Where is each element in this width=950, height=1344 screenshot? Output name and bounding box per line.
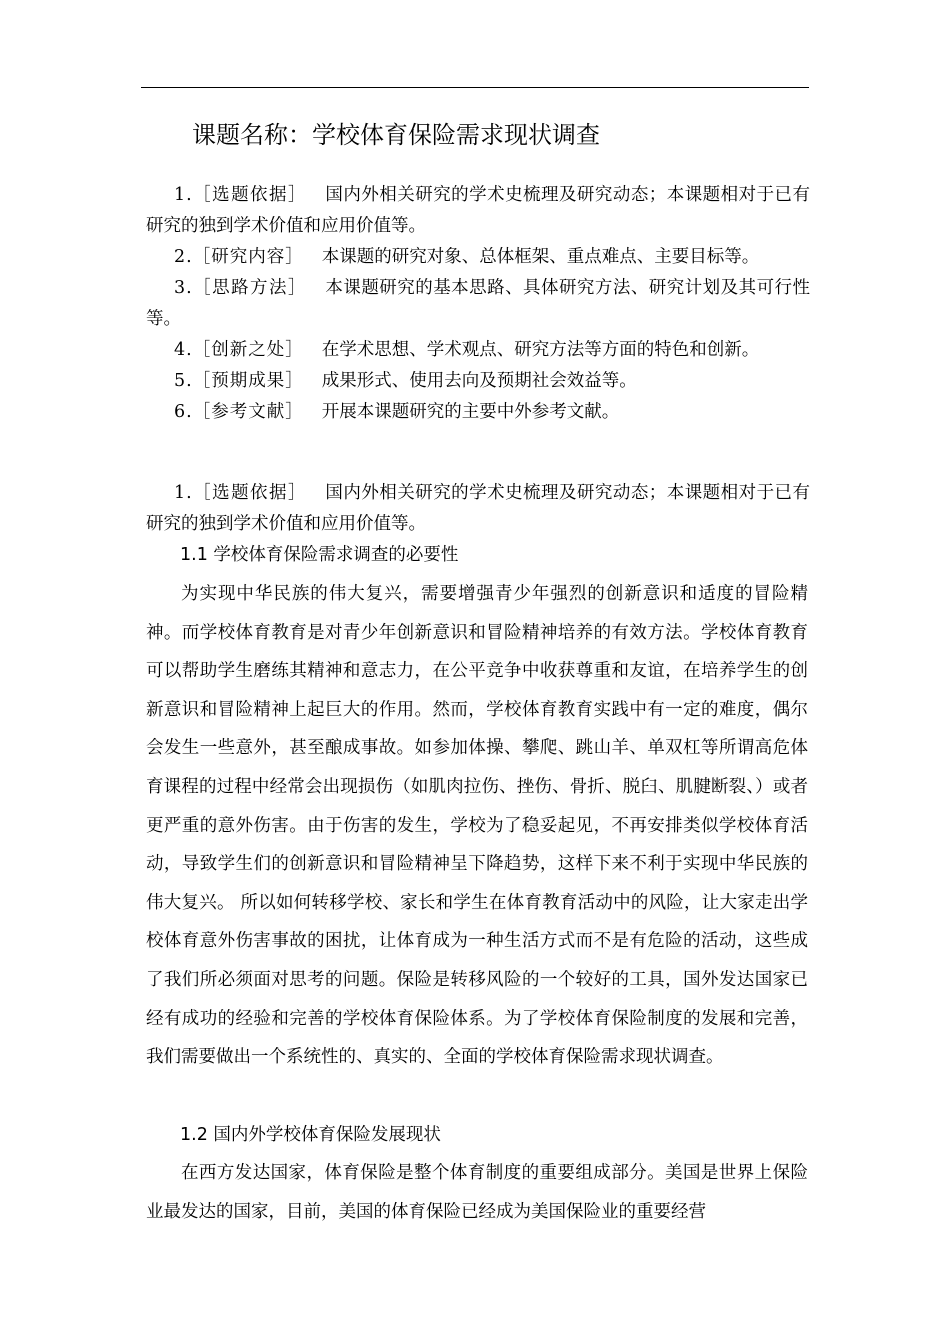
- outline-label: 1.［选题依据］: [174, 483, 307, 503]
- outline-repeat: [146, 478, 810, 540]
- outline-text: 国内外相关研究的学术史梳理及研究动态；本课题相对于已有研究的独到学术价值和应用价值等。: [146, 185, 810, 236]
- section-heading: 1.2 国内外学校体育保险发展现状: [180, 1125, 441, 1145]
- outline-label: 6.［参考文献］: [174, 402, 304, 422]
- body-paragraph: [146, 1154, 808, 1231]
- outline-label: 3.［思路方法］: [174, 278, 307, 298]
- page-title: 课题名称：学校体育保险需求现状调查: [192, 121, 600, 149]
- header-rule: [141, 87, 809, 88]
- outline-item: [146, 366, 810, 397]
- paragraph-text: 在西方发达国家，体育保险是整个体育制度的重要组成部分。美国是世界上保险业最发达的国家，目前，美国的体育保险已经成为美国保险业的重要经营: [146, 1163, 808, 1222]
- outline-label: 1.［选题依据］: [174, 185, 307, 205]
- outline-item: [146, 273, 810, 335]
- outline-list: [146, 180, 810, 428]
- outline-item: [146, 242, 810, 273]
- outline-item: [146, 397, 810, 428]
- outline-text: 在学术思想、学术观点、研究方法等方面的特色和创新。: [321, 340, 760, 360]
- outline-item: [146, 335, 810, 366]
- outline-text: 国内外相关研究的学术史梳理及研究动态；本课题相对于已有研究的独到学术价值和应用价值等。: [146, 483, 810, 534]
- outline-text: 本课题的研究对象、总体框架、重点难点、主要目标等。: [321, 247, 760, 267]
- paragraph-text: 为实现中华民族的伟大复兴，需要增强青少年强烈的创新意识和适度的冒险精神。而学校体育教育是对青少年创新意识和冒险精神培养的有效方法。学校体育教育可以帮助学生磨练其精神和意志力，在公平竞争中收获尊重和友谊，在培养学生的创新意识和冒险精神上起巨大的作用。然而，学校体育教育实践中有一定的难度，偶尔会发生一些意外，甚至酿成事故。如参加体操、攀爬、跳山羊、单双杠等所谓高危体育课程的过程中经常会出现损伤（如肌肉拉伤、挫伤、骨折、脱臼、肌腱断裂、）或者更严重的意外伤害。由于伤害的发生，学校为了稳妥起见，不再安排类似学校体育活动，导致学生们的创新意识和冒险精神呈下降趋势，这样下来不利于实现中华民族的伟大复兴。 所以如何转移学校、家长和学生在体育教育活动中的风险，让大家走出学校体育意外伤害事故的困扰，让体育成为一种生活方式而不是有危险的活动，这些成了我们所必须面对思考的问题。保险是转移风险的一个较好的工具，国外发达国家已经有成功的经验和完善的学校体育保险体系。为了学校体育保险制度的发展和完善，我们需要做出一个系统性的、真实的、全面的学校体育保险需求现状调查。: [146, 584, 808, 1068]
- outline-text: 本课题研究的基本思路、具体研究方法、研究计划及其可行性等。: [146, 278, 810, 329]
- body-paragraph: [146, 575, 808, 1077]
- outline-label: 5.［预期成果］: [174, 371, 304, 391]
- outline-text: 成果形式、使用去向及预期社会效益等。: [321, 371, 637, 391]
- outline-label: 2.［研究内容］: [174, 247, 304, 267]
- outline-text: 开展本课题研究的主要中外参考文献。: [321, 402, 620, 422]
- outline-label: 4.［创新之处］: [174, 340, 304, 360]
- outline-item: [146, 180, 810, 242]
- outline-item: [146, 478, 810, 540]
- section-heading: 1.1 学校体育保险需求调查的必要性: [180, 545, 459, 565]
